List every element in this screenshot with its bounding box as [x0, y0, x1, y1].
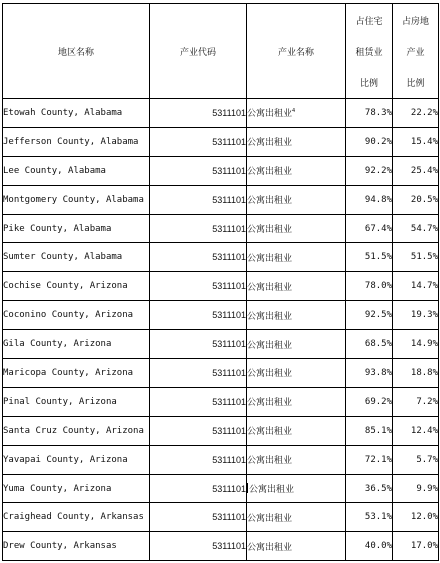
cell-industry-text: 公寓出租业: [247, 340, 293, 351]
cell-realestate-share: 51.5%: [393, 243, 439, 272]
cell-realestate-share: 14.9%: [393, 330, 439, 359]
table-row: [3, 445, 439, 474]
cell-realestate-share: 17.0%: [393, 532, 439, 561]
cell-industry-text: 公寓出租业: [247, 513, 293, 524]
table-row: [3, 99, 439, 128]
header-rent-share: [346, 4, 393, 99]
data-table: [2, 3, 439, 561]
cell-industry-text: 公寓出租业: [247, 138, 293, 149]
table-row: [3, 532, 439, 561]
cell-realestate-share: 15.4%: [393, 127, 439, 156]
cell-industry: [247, 156, 346, 185]
cell-rent-share: 53.1%: [346, 503, 393, 532]
cell-industry: [247, 272, 346, 301]
cell-industry-text: 公寓出租业: [247, 427, 293, 438]
cell-industry: [247, 359, 346, 388]
header-row: [3, 4, 439, 99]
cell-industry-text: 公寓出租业: [247, 369, 293, 380]
header-region: 地区名称: [3, 4, 150, 99]
cell-industry-text: 公寓出租业: [247, 456, 293, 467]
cell-industry: [247, 445, 346, 474]
table-row: [3, 503, 439, 532]
cell-code: 5311101: [150, 503, 247, 532]
header-rent-share-line: 占住宅: [355, 17, 383, 27]
cell-region: Lee County, Alabama: [3, 156, 150, 185]
cell-code: 5311101: [150, 156, 247, 185]
cell-code: 5311101: [150, 185, 247, 214]
table-row: [3, 156, 439, 185]
cell-region: Drew County, Arkansas: [3, 532, 150, 561]
cell-industry-text: 公寓出租业: [247, 282, 293, 293]
table-row: [3, 416, 439, 445]
cell-rent-share: 68.5%: [346, 330, 393, 359]
cell-code: 5311101: [150, 272, 247, 301]
cell-realestate-share: 18.8%: [393, 359, 439, 388]
header-industry: 产业名称: [247, 4, 346, 99]
cell-industry: [247, 416, 346, 445]
cell-industry-text: 公寓出租业: [247, 542, 293, 553]
cell-code: 5311101: [150, 387, 247, 416]
cell-rent-share: 67.4%: [346, 214, 393, 243]
table-row: [3, 330, 439, 359]
cell-realestate-share: 14.7%: [393, 272, 439, 301]
cell-code: 5311101: [150, 359, 247, 388]
table-row: [3, 272, 439, 301]
cell-rent-share: 92.5%: [346, 301, 393, 330]
cell-realestate-share: 9.9%: [393, 474, 439, 503]
cell-rent-share: 94.8%: [346, 185, 393, 214]
cell-realestate-share: 19.3%: [393, 301, 439, 330]
cell-region: Cochise County, Arizona: [3, 272, 150, 301]
cell-rent-share: 69.2%: [346, 387, 393, 416]
cell-industry-text: 公寓出租业: [247, 253, 293, 264]
cell-region: Montgomery County, Alabama: [3, 185, 150, 214]
cell-code: 5311101: [150, 445, 247, 474]
cell-code: 5311101: [150, 416, 247, 445]
cell-realestate-share: 5.7%: [393, 445, 439, 474]
header-realestate-share: [393, 4, 439, 99]
header-code: 产业代码: [150, 4, 247, 99]
cell-industry: [247, 127, 346, 156]
cell-region: Sumter County, Alabama: [3, 243, 150, 272]
table-row: [3, 214, 439, 243]
table-row: [3, 474, 439, 503]
table-row: [3, 127, 439, 156]
cell-realestate-share: 22.2%: [393, 99, 439, 128]
cell-industry: [247, 301, 346, 330]
cell-region: Pike County, Alabama: [3, 214, 150, 243]
text-cursor-mark: [247, 483, 248, 493]
cell-region: Jefferson County, Alabama: [3, 127, 150, 156]
cell-region: Yuma County, Arizona: [3, 474, 150, 503]
cell-rent-share: 40.0%: [346, 532, 393, 561]
cell-realestate-share: 7.2%: [393, 387, 439, 416]
cell-code: 5311101: [150, 214, 247, 243]
cell-industry: [247, 99, 346, 128]
cell-industry-text: 公寓出租业: [247, 167, 293, 178]
cell-code: 5311101: [150, 330, 247, 359]
cell-region: Maricopa County, Arizona: [3, 359, 150, 388]
cell-region: Gila County, Arizona: [3, 330, 150, 359]
cell-region: Pinal County, Arizona: [3, 387, 150, 416]
cell-industry: [247, 474, 346, 503]
cell-industry: [247, 243, 346, 272]
cell-industry: [247, 185, 346, 214]
header-rent-share-line: 租赁业: [355, 48, 383, 58]
cell-realestate-share: 20.5%: [393, 185, 439, 214]
table-row: [3, 185, 439, 214]
table-row: [3, 301, 439, 330]
cell-industry: [247, 532, 346, 561]
cell-rent-share: 78.3%: [346, 99, 393, 128]
cell-rent-share: 85.1%: [346, 416, 393, 445]
cell-industry-text: 公寓出租业: [247, 311, 293, 322]
cell-code: 5311101: [150, 474, 247, 503]
cell-code: 5311101: [150, 243, 247, 272]
cell-industry-text: 公寓出租业: [247, 225, 293, 235]
cell-code: 5311101: [150, 127, 247, 156]
cell-realestate-share: 54.7%: [393, 214, 439, 243]
cell-rent-share: 51.5%: [346, 243, 393, 272]
cell-industry-text: 公寓出租业: [247, 109, 293, 120]
cell-industry: [247, 330, 346, 359]
cell-rent-share: 90.2%: [346, 127, 393, 156]
cell-industry-text: 公寓出租业: [247, 398, 293, 409]
cell-code: 5311101: [150, 301, 247, 330]
table-row: [3, 387, 439, 416]
table-row: [3, 359, 439, 388]
cell-industry: [247, 387, 346, 416]
cell-region: Yavapai County, Arizona: [3, 445, 150, 474]
table-body: [3, 99, 439, 561]
cell-region: Craighead County, Arkansas: [3, 503, 150, 532]
cell-realestate-share: 25.4%: [393, 156, 439, 185]
header-realestate-share-line: 比例: [406, 79, 425, 89]
cell-region: Coconino County, Arizona: [3, 301, 150, 330]
table-row: [3, 243, 439, 272]
cell-region: Santa Cruz County, Arizona: [3, 416, 150, 445]
cell-rent-share: 92.2%: [346, 156, 393, 185]
header-rent-share-line: 比例: [359, 79, 378, 89]
cell-industry-text: 公寓出租业: [247, 196, 293, 207]
cell-code: 5311101: [150, 532, 247, 561]
cell-code: 5311101: [150, 99, 247, 128]
cell-industry: [247, 214, 346, 243]
cell-rent-share: 36.5%: [346, 474, 393, 503]
header-realestate-share-line: 占房地: [401, 17, 429, 27]
cell-region: Etowah County, Alabama: [3, 99, 150, 128]
cell-realestate-share: 12.4%: [393, 416, 439, 445]
footnote-marker: 4: [292, 108, 296, 115]
cell-realestate-share: 12.0%: [393, 503, 439, 532]
cell-rent-share: 93.8%: [346, 359, 393, 388]
cell-industry: [247, 503, 346, 532]
cell-industry-text: 公寓出租业: [249, 485, 295, 496]
cell-rent-share: 72.1%: [346, 445, 393, 474]
cell-rent-share: 78.0%: [346, 272, 393, 301]
header-realestate-share-line: 产业: [406, 48, 425, 58]
